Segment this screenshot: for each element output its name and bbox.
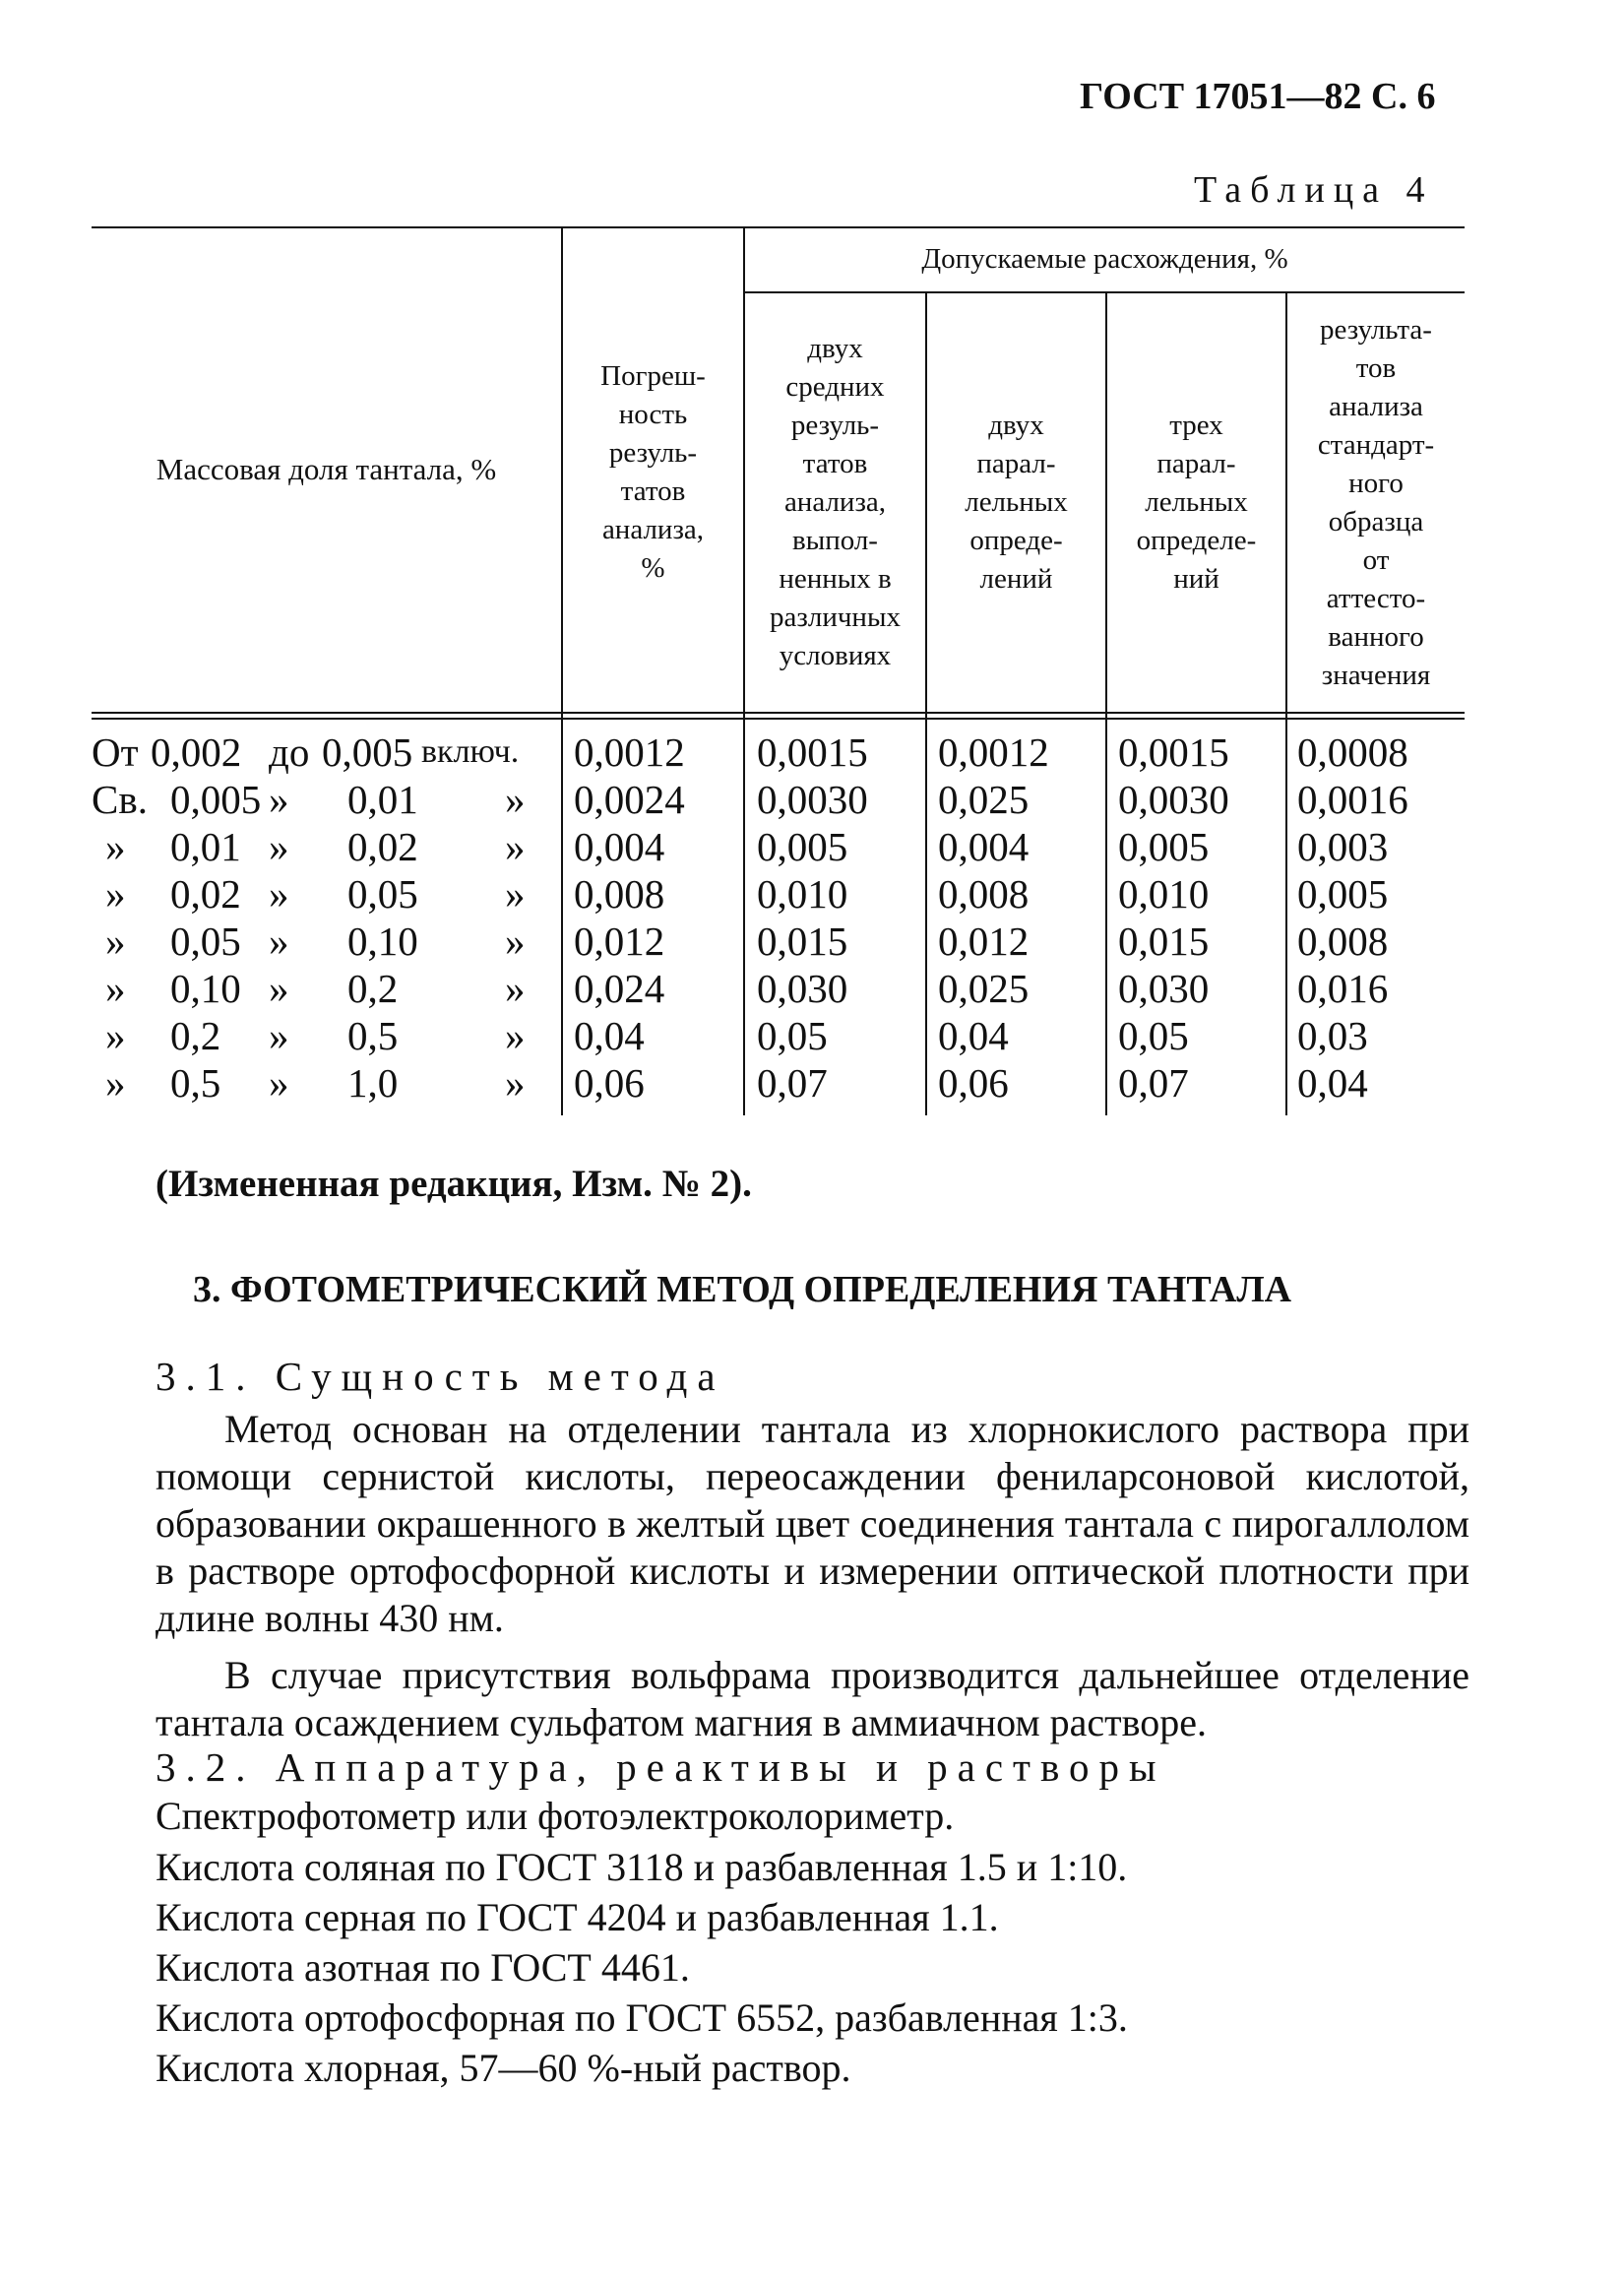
row-prefix: Св. [92,777,148,822]
row-to: 0,005 [322,729,413,775]
row-value: 0,025 [938,777,1030,822]
section-3-1-title: 3.1. Сущность метода [156,1354,725,1399]
header-two-parallel: двух парал- лельных опреде- лений [965,410,1068,595]
row-value: 0,004 [574,824,665,869]
row-value: 0,03 [1297,1013,1368,1058]
row-prefix: » [105,871,126,917]
row-value: 0,008 [574,871,665,917]
row-value: 0,030 [1118,966,1210,1011]
row-value: 0,010 [1118,871,1210,917]
row-value: 0,06 [938,1060,1009,1106]
row-mid: » [269,871,289,917]
row-to: 0,01 [347,777,418,822]
paragraph-1-text: Метод основан на отделении тантала из хлорнокислого раствора при помощи сернистой кислоты, переосаждении фениларсоновой кислотой, образовании окрашенного в желтый цвет соединения тантала с пирогаллолом в растворе ортофосфорной кислоты и измерении оптической плотности при длине волны 430 нм. [156,1407,1469,1640]
item-spectrophotometer: Спектрофотометр или фотоэлектроколориметр. [156,1794,955,1838]
section-3-1-paragraph-2 [156,1652,1469,1746]
row-value: 0,07 [1118,1060,1189,1106]
row-value: 0,04 [574,1013,645,1058]
section-3-2-title: 3.2. Аппаратура, реактивы и растворы [156,1744,1166,1790]
row-value: 0,016 [1297,966,1389,1011]
row-value: 0,0012 [938,729,1049,775]
row-to: 0,2 [347,966,399,1011]
row-value: 0,0015 [1118,729,1229,775]
row-suffix: » [505,871,526,917]
row-from: 0,05 [170,918,241,964]
row-mid: » [269,777,289,822]
paragraph-2-text: В случае присутствия вольфрама производится дальнейшее отделение тантала осаждением сульфатом магния в аммиачном растворе. [156,1653,1469,1744]
row-value: 0,07 [757,1060,828,1106]
item-nitric-acid: Кислота азотная по ГОСТ 4461. [156,1945,690,1990]
row-value: 0,015 [1118,918,1210,964]
row-from: 0,02 [170,871,241,917]
row-mid: » [269,824,289,869]
amendment-note: (Измененная редакция, Изм. № 2). [156,1163,752,1205]
row-value: 0,0030 [757,777,868,822]
header-error: Погреш- ность резуль- татов анализа, % [600,360,706,584]
row-suffix: включ. [421,733,520,770]
row-prefix: » [105,1060,126,1106]
row-value: 0,005 [1297,871,1389,917]
row-value: 0,04 [1297,1060,1368,1106]
item-sulfuric-acid: Кислота серная по ГОСТ 4204 и разбавленная 1.1. [156,1895,999,1939]
row-suffix: » [505,824,526,869]
row-value: 0,004 [938,824,1030,869]
row-value: 0,015 [757,918,848,964]
row-value: 0,0030 [1118,777,1229,822]
page-header: ГОСТ 17051—82 С. 6 [1080,76,1436,117]
row-to: 0,5 [347,1013,399,1058]
header-bottom-rule [92,712,1465,714]
header-two-mean: двух средних резуль- татов анализа, выпол- ненных в различных условиях [770,333,901,671]
row-value: 0,0015 [757,729,868,775]
table-4 [92,226,1465,1112]
row-value: 0,030 [757,966,848,1011]
row-from: 0,005 [170,777,262,822]
row-value: 0,008 [938,871,1030,917]
item-perchloric-acid: Кислота хлорная, 57—60 %-ный раствор. [156,2046,851,2090]
row-value: 0,05 [1118,1013,1189,1058]
row-value: 0,04 [938,1013,1009,1058]
row-value: 0,05 [757,1013,828,1058]
row-value: 0,010 [757,871,848,917]
row-mid: » [269,1060,289,1106]
header-bottom-rule-2 [92,718,1465,720]
row-value: 0,012 [574,918,665,964]
row-from: 0,01 [170,824,241,869]
row-from: 0,2 [170,1013,221,1058]
header-allowed: Допускаемые расхождения, % [921,242,1288,275]
header-standard-sample: результа- тов анализа стандарт- ного образца от аттесто- ванного значения [1317,313,1435,691]
row-value: 0,0012 [574,729,685,775]
row-value: 0,0008 [1297,729,1408,775]
row-value: 0,003 [1297,824,1389,869]
row-suffix: » [505,918,526,964]
row-mid: » [269,918,289,964]
row-mid: до [269,729,310,775]
item-orthophosphoric-acid: Кислота ортофосфорная по ГОСТ 6552, разбавленная 1:3. [156,1995,1128,2040]
row-prefix: » [105,824,126,869]
row-to: 0,10 [347,918,418,964]
row-value: 0,0024 [574,777,685,822]
row-prefix: » [105,918,126,964]
row-value: 0,025 [938,966,1030,1011]
row-prefix: » [105,966,126,1011]
row-suffix: » [505,777,526,822]
row-suffix: » [505,1060,526,1106]
row-prefix: От [92,729,139,775]
item-hydrochloric-acid: Кислота соляная по ГОСТ 3118 и разбавленная 1.5 и 1:10. [156,1845,1128,1889]
row-to: 0,02 [347,824,418,869]
section-3-1-paragraph-1 [156,1406,1469,1642]
header-mass-fraction: Массовая доля тантала, % [156,452,497,486]
table-caption: Таблица 4 [1194,169,1434,211]
row-to: 1,0 [347,1060,399,1106]
row-value: 0,024 [574,966,665,1011]
section-3-title: 3. ФОТОМЕТРИЧЕСКИЙ МЕТОД ОПРЕДЕЛЕНИЯ ТАНТАЛА [193,1269,1292,1310]
row-value: 0,005 [757,824,848,869]
row-value: 0,06 [574,1060,645,1106]
row-value: 0,012 [938,918,1030,964]
row-from: 0,5 [170,1060,221,1106]
row-mid: » [269,1013,289,1058]
row-mid: » [269,966,289,1011]
row-to: 0,05 [347,871,418,917]
row-value: 0,005 [1118,824,1210,869]
row-prefix: » [105,1013,126,1058]
row-value: 0,008 [1297,918,1389,964]
row-suffix: » [505,1013,526,1058]
row-suffix: » [505,966,526,1011]
row-from: 0,10 [170,966,241,1011]
row-value: 0,0016 [1297,777,1408,822]
row-from: 0,002 [151,729,242,775]
header-three-parallel: трех парал- лельных определе- ний [1136,410,1257,595]
